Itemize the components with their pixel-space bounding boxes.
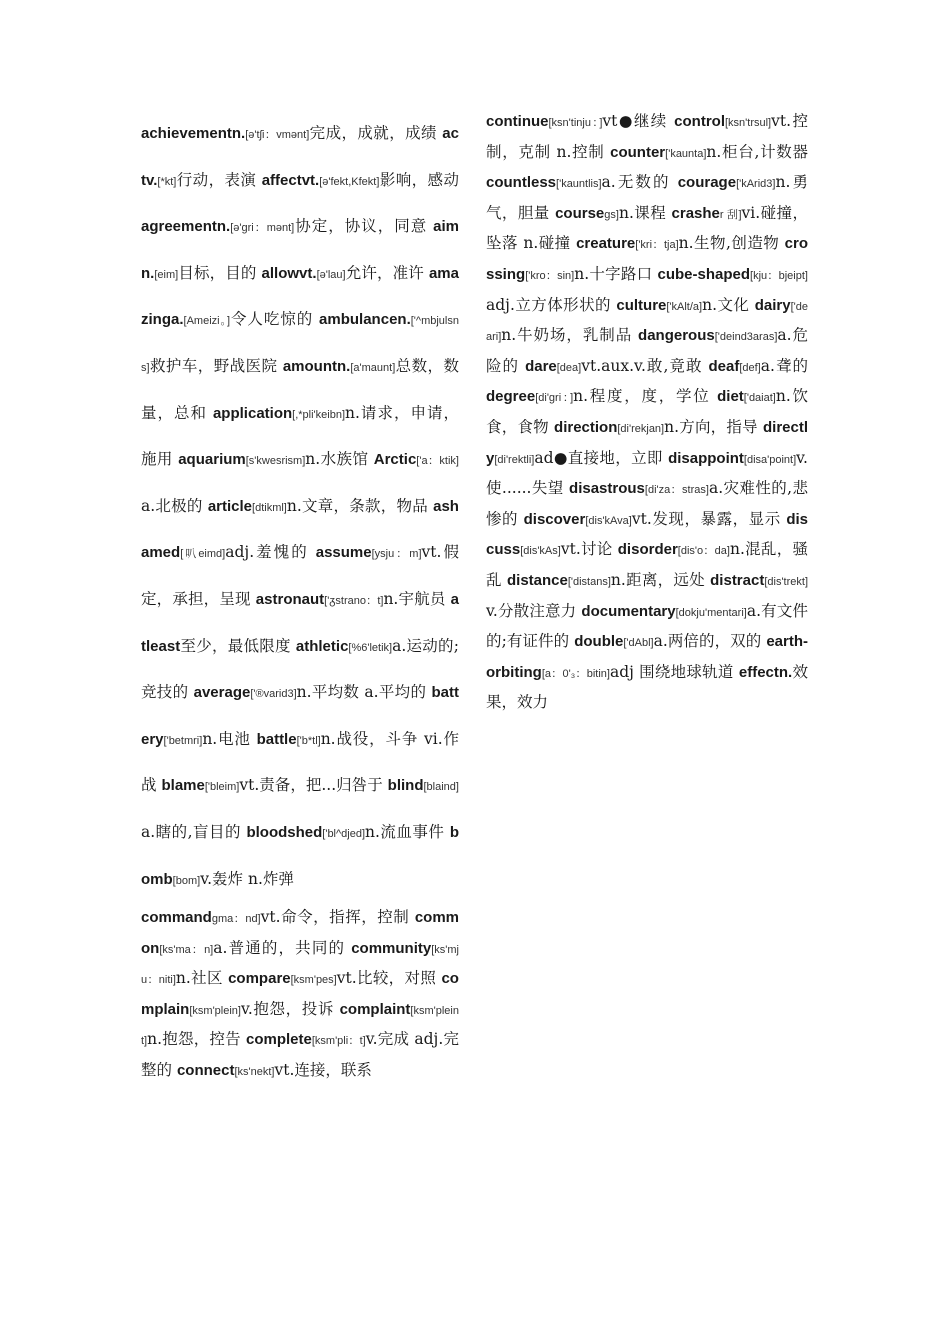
vocab-meaning: 行动，表演 — [176, 170, 257, 189]
vocab-meaning: adj.羞愧的 — [225, 543, 309, 562]
vocab-phonetic: [ə'lau] — [316, 268, 346, 281]
vocab-meaning: n.距离，远处 — [610, 570, 705, 589]
vocab-meaning: a.普通的，共同的 — [213, 938, 346, 957]
vocab-word: actv. — [141, 125, 459, 189]
vocab-word: connect — [176, 1062, 235, 1080]
vocab-word: amazinga. — [141, 264, 459, 329]
vocab-entry — [161, 776, 382, 794]
vocab-phonetic: [di'za：stras] — [644, 484, 709, 497]
vocab-word: assume — [315, 544, 372, 562]
vocab-meaning: v.完成 adj.完整的 — [141, 1030, 459, 1080]
vocab-word: deaf — [708, 357, 740, 375]
vocab-meaning: n.电池 — [202, 729, 251, 748]
vocab-phonetic: [ks'ma：n] — [159, 943, 214, 956]
vocab-meaning: n.抱怨，控告 — [147, 1030, 241, 1049]
vocab-entry — [554, 418, 758, 436]
vocab-entry — [256, 590, 446, 608]
vocab-meaning: adj.立方体形状的 — [486, 295, 611, 314]
vocab-phonetic: [dtikml] — [252, 501, 287, 514]
vocab-word: affectvt. — [261, 171, 320, 189]
vocab-meaning: n.饮食，食物 — [486, 387, 808, 436]
vocab-phonetic: [ks'mju：niti] — [141, 943, 459, 987]
vocab-word: earth-orbiting — [486, 633, 809, 681]
vocab-phonetic: [bom] — [172, 874, 201, 887]
vocab-word: courage — [677, 174, 737, 192]
vocab-meaning: n.宇航员 — [383, 589, 446, 608]
vocab-meaning: n.流血事件 — [365, 822, 445, 841]
vocab-entry — [486, 173, 671, 191]
vocab-meaning: 完成，成就，成绩 — [309, 124, 437, 142]
vocab-entry — [141, 124, 437, 142]
vocab-meaning: vt.连接，联系 — [274, 1061, 372, 1080]
vocab-meaning: n.战役，斗争 vi.作战 — [141, 729, 459, 795]
vocab-word: dangerous — [638, 327, 715, 345]
vocab-phonetic: [ə'gri：mənt] — [230, 222, 295, 235]
vocab-meaning: v.轰炸 n.炸弹 — [200, 869, 294, 888]
vocab-word: discover — [523, 510, 586, 528]
vocab-phonetic: [dis'kAs] — [520, 545, 561, 558]
vocab-phonetic: [dis'o：da] — [677, 545, 730, 558]
vocab-meaning: n.请求，申请，施用 — [141, 403, 459, 469]
vocab-word: countless — [486, 174, 557, 192]
vocab-meaning: v.抱怨，投诉 — [240, 999, 335, 1018]
vocab-entry — [576, 234, 779, 252]
vocab-phonetic: ['deari] — [486, 300, 808, 344]
vocab-word: disorder — [617, 541, 678, 559]
vocab-word: command — [141, 909, 212, 927]
vocab-word: athletic — [295, 637, 349, 655]
vocab-word: complain — [141, 970, 459, 1018]
vocab-meaning: n.水族馆 — [305, 450, 369, 469]
vocab-phonetic: [Ameizi。] — [183, 315, 231, 328]
vocab-paragraph-c — [486, 107, 808, 717]
vocab-meaning: vi.碰撞，坠落 n.碰撞 — [486, 203, 808, 253]
vocab-meaning: vt●继续 — [602, 112, 668, 130]
vocab-entry — [177, 1061, 372, 1079]
vocab-phonetic: ['b*tl] — [296, 734, 321, 747]
vocab-meaning: n.十字路口 — [574, 264, 653, 283]
vocab-meaning: n.课程 — [618, 203, 667, 222]
vocab-word: complaint — [339, 1000, 411, 1018]
vocab-meaning: n.平均数 a.平均的 — [296, 683, 427, 702]
vocab-meaning: a.有文件的;有证件的 — [486, 601, 808, 651]
vocab-word: ashamed — [141, 497, 459, 562]
vocab-word: complete — [246, 1031, 312, 1049]
vocab-meaning: 协定，协议，同意 — [294, 217, 428, 236]
vocab-word: allowvt. — [261, 264, 317, 282]
vocab-phonetic: ['kArid3] — [736, 178, 776, 191]
vocab-paragraph-b — [141, 903, 459, 1087]
vocab-word: documentary — [581, 602, 676, 620]
vocab-phonetic: gma：nd] — [211, 913, 261, 926]
vocab-entry — [262, 264, 424, 282]
vocab-phonetic: [a'maunt] — [350, 361, 396, 374]
vocab-word: culture — [616, 296, 667, 314]
vocab-entry — [486, 387, 710, 405]
vocab-meaning: vt.责备，把...归咎于 — [239, 776, 383, 795]
vocab-meaning: n.程度，度，学位 — [573, 387, 711, 406]
vocab-word: course — [555, 204, 605, 222]
vocab-phonetic: [ksm'plein] — [189, 1004, 241, 1017]
left-column — [141, 111, 459, 1087]
vocab-word: crossing — [486, 235, 809, 283]
vocab-word: average — [193, 684, 251, 702]
vocab-meaning: n.混乱，骚乱 — [486, 540, 808, 589]
vocab-phonetic: r 刮] — [719, 208, 742, 221]
vocab-phonetic: [ə'tʃi：vmənt] — [245, 129, 310, 141]
vocab-phonetic: [,*pli'keibn] — [292, 408, 346, 421]
vocab-word: aimn. — [141, 218, 459, 282]
vocab-entry — [194, 683, 427, 701]
vocab-phonetic: ['distans] — [567, 575, 611, 588]
vocab-meaning: a.北极的 — [141, 496, 203, 515]
vocab-meaning: vt.控制，克制 n.控制 — [486, 112, 808, 161]
vocab-meaning: a.两倍的，双的 — [653, 632, 762, 651]
vocab-word: astronaut — [255, 590, 325, 608]
vocab-meaning: vt.比较，对照 — [336, 969, 437, 988]
vocab-meaning: ad●直接地，立即 — [534, 448, 663, 467]
vocab-phonetic: [blaind] — [423, 781, 459, 794]
vocab-meaning: a.无数的 — [601, 173, 671, 192]
vocab-phonetic: [a：0'₃：bitin] — [541, 667, 610, 680]
vocab-word: effectn. — [738, 663, 793, 681]
vocab-word: bloodshed — [246, 823, 323, 841]
vocab-word: distance — [506, 571, 568, 589]
vocab-phonetic: [def] — [739, 361, 761, 374]
vocab-phonetic: ['®varid3] — [250, 688, 297, 701]
vocab-meaning: vt.讨论 — [560, 540, 613, 559]
vocab-word: battery — [141, 684, 459, 748]
vocab-meaning: n.文化 — [702, 295, 750, 314]
vocab-phonetic: [dokju'mentari] — [675, 606, 747, 619]
vocab-meaning: a.灾难性的,悲惨的 — [486, 479, 808, 528]
vocab-phonetic: ['kaunta] — [665, 147, 707, 160]
vocab-meaning: 允许，准许 — [345, 263, 424, 282]
vocab-word: counter — [610, 143, 666, 161]
vocab-meaning: n.牛奶场，乳制品 — [501, 326, 633, 345]
vocab-meaning: n.方向，指导 — [664, 417, 758, 436]
vocab-phonetic: ['^mbjulsns] — [141, 315, 459, 374]
vocab-entry — [574, 632, 761, 650]
vocab-phonetic: [ksm'pes] — [290, 974, 337, 987]
vocab-phonetic: [ksm'pleint] — [141, 1004, 459, 1048]
vocab-entry — [708, 357, 808, 375]
vocab-word: continue — [486, 113, 549, 130]
vocab-phonetic: gs] — [604, 208, 619, 221]
vocab-entry — [141, 217, 427, 235]
vocab-phonetic: ['bleim] — [204, 781, 240, 794]
vocab-meaning: 至少，最低限度 — [180, 636, 291, 655]
vocab-word: community — [351, 939, 432, 957]
vocab-phonetic: ['a：ktik] — [416, 455, 459, 468]
vocab-phonetic: [ysju：m] — [371, 548, 422, 561]
vocab-word: blind — [387, 777, 424, 795]
vocab-entry — [208, 497, 428, 515]
vocab-entry — [262, 171, 459, 189]
vocab-phonetic: [s'kwesrism] — [245, 455, 306, 468]
vocab-meaning: adj 围绕地球轨道 — [609, 662, 734, 681]
vocab-phonetic: [disa'point] — [743, 453, 797, 466]
vocab-word: disastrous — [569, 480, 645, 498]
vocab-word: directly — [486, 418, 808, 467]
vocab-word: application — [212, 404, 293, 422]
vocab-phonetic: [*kt] — [157, 175, 177, 188]
vocab-phonetic: ['deind3aras] — [714, 331, 778, 344]
vocab-phonetic: [ksm'pli：t] — [311, 1035, 366, 1048]
vocab-word: diet — [717, 388, 744, 406]
vocab-word: blame — [161, 777, 205, 795]
vocab-meaning: v.分散注意力 — [486, 601, 577, 620]
vocab-meaning: a.运动的;竞技的 — [141, 636, 459, 702]
vocab-phonetic: [di'rektli] — [494, 453, 535, 466]
vocab-entry — [610, 143, 808, 161]
vocab-entry — [507, 571, 705, 589]
vocab-meaning: vt.aux.v.敢,竟敢 — [581, 356, 703, 375]
vocab-word: common — [141, 909, 459, 957]
vocab-word: compare — [228, 970, 291, 988]
vocab-meaning: vt.假定，承担，呈现 — [141, 543, 459, 608]
vocab-meaning: 令人吃惊的 — [230, 310, 314, 329]
vocab-phonetic: ['ᵹstrano：t] — [324, 594, 384, 607]
right-column — [486, 107, 808, 717]
vocab-phonetic: ['kauntlis] — [556, 178, 602, 191]
vocab-word: battle — [256, 730, 297, 748]
vocab-meaning: 目标，目的 — [178, 263, 257, 282]
vocab-meaning: n.文章，条款，物品 — [286, 496, 428, 515]
vocab-word: achievementn. — [141, 125, 246, 142]
vocab-entry — [228, 969, 436, 987]
vocab-phonetic: ['dAbl] — [623, 637, 654, 650]
vocab-word: aquarium — [178, 451, 246, 469]
vocab-meaning: 效果，效力 — [486, 662, 808, 712]
vocab-paragraph-a — [141, 111, 459, 903]
vocab-word: direction — [554, 418, 618, 436]
vocab-word: atleast — [141, 590, 459, 655]
vocab-word: creature — [576, 235, 636, 253]
vocab-phonetic: [di'gri：] — [535, 392, 574, 405]
vocab-phonetic: [dis'kAva] — [585, 514, 632, 527]
vocab-entry — [555, 204, 666, 222]
vocab-meaning: a.危险的 — [486, 326, 808, 375]
vocab-entry — [525, 357, 702, 375]
vocab-phonetic: ['kri：tja] — [635, 239, 679, 252]
vocab-entry — [616, 296, 749, 314]
vocab-meaning: n.社区 — [175, 969, 223, 988]
vocab-entry — [178, 450, 368, 468]
vocab-word: disappoint — [668, 449, 744, 467]
vocab-phonetic: [eim] — [154, 268, 179, 281]
vocab-word: distract — [710, 571, 765, 589]
vocab-meaning: a.聋的 — [760, 356, 808, 375]
vocab-phonetic: ['daiat] — [743, 392, 776, 405]
vocab-phonetic: ['betmri] — [163, 734, 203, 747]
vocab-meaning: 总数，数量，总和 — [141, 356, 459, 422]
vocab-meaning: n.生物,创造物 — [678, 234, 780, 253]
vocab-phonetic: [ksn'tinju：] — [548, 117, 603, 129]
vocab-entry — [141, 908, 409, 926]
vocab-phonetic: [ksn'trsul] — [725, 117, 772, 129]
vocab-phonetic: [ə'fekt,Kfekt] — [319, 175, 380, 188]
vocab-word: article — [207, 497, 253, 515]
vocab-phonetic: [%6'letik] — [348, 641, 393, 654]
vocab-phonetic: [dis'trekt] — [764, 575, 808, 588]
vocab-word: double — [574, 633, 624, 651]
vocab-phonetic: [di'rekjan] — [617, 422, 665, 435]
vocab-meaning: n.柜台,计数器 — [706, 142, 808, 161]
vocab-word: cube-shaped — [657, 265, 751, 283]
vocab-phonetic: ['kAlt/a] — [666, 300, 703, 313]
vocab-meaning: vt.发现，暴露，显示 — [631, 509, 781, 528]
vocab-word: crashe — [671, 204, 720, 222]
vocab-word: ambulancen. — [319, 311, 411, 329]
vocab-meaning: vt.命令，指挥，控制 — [260, 908, 410, 927]
vocab-word: dare — [525, 357, 557, 375]
vocab-meaning: a.瞎的,盲目的 — [141, 822, 242, 841]
vocab-word: amountn. — [282, 357, 351, 375]
vocab-entry — [486, 112, 668, 130]
vocab-phonetic: [叭eimd] — [180, 548, 226, 561]
vocab-meaning: 救护车，野战医院 — [149, 356, 278, 375]
vocab-phonetic: [dea] — [556, 361, 582, 374]
vocab-word: dairy — [754, 296, 791, 314]
vocab-phonetic: [ks'nekt] — [234, 1066, 275, 1079]
vocab-meaning: v.使......失望 — [486, 448, 808, 498]
vocab-phonetic: [kju：bjeipt] — [750, 269, 808, 282]
vocab-phonetic: ['kro：sin] — [525, 269, 575, 282]
vocab-meaning: n.勇气，胆量 — [486, 173, 808, 222]
vocab-word: bomb — [141, 823, 459, 888]
vocab-meaning: 影响，感动 — [379, 170, 459, 189]
vocab-word: agreementn. — [141, 218, 231, 236]
vocab-entry — [524, 510, 781, 528]
vocab-word: control — [674, 113, 725, 130]
vocab-entry — [246, 823, 444, 841]
vocab-word: degree — [486, 388, 536, 406]
vocab-word: Arctic — [373, 451, 417, 469]
vocab-phonetic: ['bl^djed] — [322, 827, 366, 840]
vocab-word: discuss — [486, 510, 808, 559]
